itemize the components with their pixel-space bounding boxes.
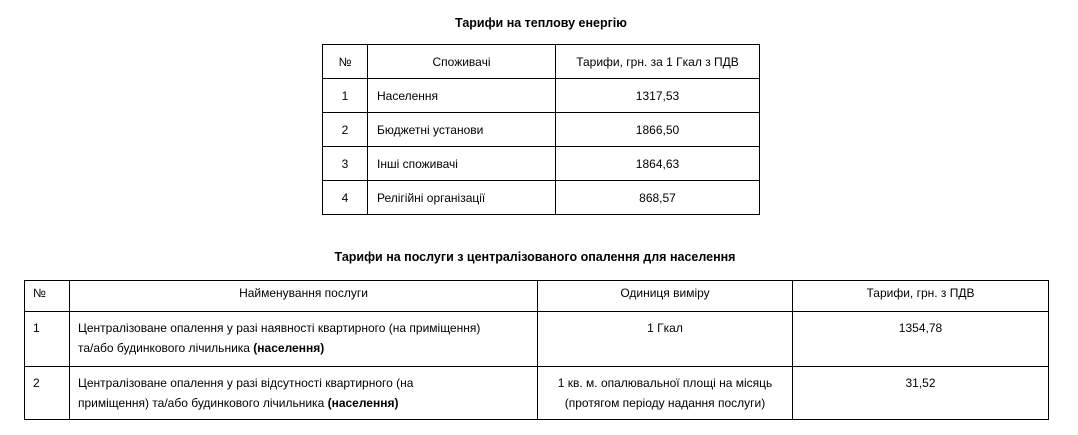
table-row — [323, 181, 760, 215]
service-name-line1: Централізоване опалення у разі відсутності квартирного (на — [78, 376, 414, 390]
service-name — [70, 312, 538, 367]
table-row — [25, 312, 1049, 367]
column-header-consumers: Споживачі — [368, 45, 556, 79]
service-name-line1: Централізоване опалення у разі наявності квартирного (на приміщення) — [78, 321, 481, 335]
service-audience: (населення) — [253, 341, 325, 355]
table-row — [323, 79, 760, 113]
service-audience: (населення) — [327, 396, 399, 410]
heat-tariffs-title: Тарифи на теплову енергію — [455, 16, 627, 30]
tariff-value: 1864,63 — [556, 147, 760, 181]
service-name — [70, 367, 538, 420]
column-header-tariff: Тарифи, грн. за 1 Гкал з ПДВ — [556, 45, 760, 79]
table-header-row — [25, 281, 1049, 312]
row-number: 1 — [25, 312, 70, 367]
row-number: 2 — [323, 113, 368, 147]
column-header-number: № — [323, 45, 368, 79]
consumer-name: Релігійні організації — [368, 181, 556, 215]
consumer-name: Населення — [368, 79, 556, 113]
table-header-row — [323, 45, 760, 79]
tariff-value: 1866,50 — [556, 113, 760, 147]
column-header-unit: Одиниця виміру — [538, 281, 793, 312]
row-number: 1 — [323, 79, 368, 113]
heat-tariffs-table — [322, 44, 760, 215]
consumer-name: Бюджетні установи — [368, 113, 556, 147]
service-name-line2: та/або будинкового лічильника — [78, 341, 254, 355]
row-number: 4 — [323, 181, 368, 215]
tariff-value: 1317,53 — [556, 79, 760, 113]
unit-of-measure — [538, 312, 793, 367]
unit-line2: (протягом періоду надання послуги) — [564, 396, 766, 410]
unit-line1: 1 кв. м. опалювальної площі на місяць — [557, 376, 773, 390]
table-row — [25, 367, 1049, 420]
table-row — [323, 113, 760, 147]
row-number: 2 — [25, 367, 70, 420]
tariff-value: 1354,78 — [793, 312, 1049, 367]
unit-line1: 1 Гкал — [647, 321, 683, 335]
table-row — [323, 147, 760, 181]
column-header-service-name: Найменування послуги — [70, 281, 538, 312]
row-number: 3 — [323, 147, 368, 181]
column-header-tariff: Тарифи, грн. з ПДВ — [793, 281, 1049, 312]
service-name-line2: приміщення) та/або будинкового лічильника — [78, 396, 328, 410]
consumer-name: Інші споживачі — [368, 147, 556, 181]
tariff-value: 31,52 — [793, 367, 1049, 420]
heating-services-title: Тарифи на послуги з централізованого опалення для населення — [334, 250, 736, 264]
column-header-number: № — [25, 281, 70, 312]
tariff-value: 868,57 — [556, 181, 760, 215]
unit-of-measure — [538, 367, 793, 420]
heating-services-table — [24, 280, 1049, 420]
